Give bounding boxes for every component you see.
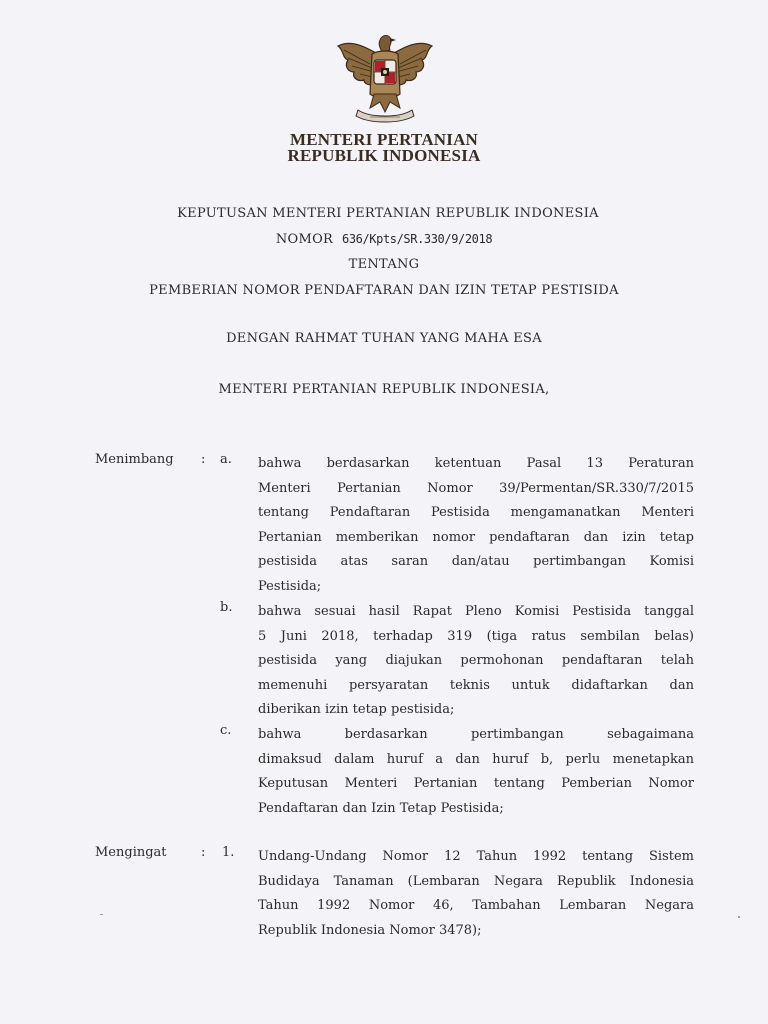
text-line: bahwa berdasarkan ketentuan Pasal 13 Peraturan xyxy=(258,456,694,471)
text-line: diberikan izin tetap pestisida; xyxy=(258,702,455,718)
garuda-emblem-icon xyxy=(330,28,440,126)
text-line: 5 Juni 2018, terhadap 319 (tiga ratus sembilan belas) xyxy=(258,628,694,644)
text-line: Menteri Pertanian Nomor 39/Permentan/SR.330/7/2015 xyxy=(258,480,694,496)
scan-speck xyxy=(100,914,103,915)
letterhead-line-2: REPUBLIK INDONESIA xyxy=(287,146,481,165)
decree-authority: MENTERI PERTANIAN REPUBLIK INDONESIA, xyxy=(218,382,550,397)
text-line: Tahun 1992 Nomor 46, Tambahan Lembaran Negara xyxy=(258,898,694,914)
number-value: 636/Kpts/SR.330/9/2018 xyxy=(342,232,493,246)
menimbang-marker-b: b. xyxy=(220,600,233,615)
menimbang-marker-c: c. xyxy=(220,723,232,738)
decree-subject: PEMBERIAN NOMOR PENDAFTARAN DAN IZIN TETAP PESTISIDA xyxy=(149,283,619,298)
text-line: memenuhi persyaratan teknis untuk didaftarkan dan xyxy=(258,677,694,693)
text-line: Pendaftaran dan Izin Tetap Pestisida; xyxy=(258,800,504,816)
text-line: bahwa berdasarkan pertimbangan sebagaimana xyxy=(258,727,694,742)
text-line: Pertanian memberikan nomor pendaftaran dan izin tetap xyxy=(258,529,694,545)
text-line: dimaksud dalam huruf a dan huruf b, perlu menetapkan xyxy=(258,751,694,767)
mengingat-marker-1: 1. xyxy=(222,845,235,860)
text-line: pestisida atas saran dan/atau pertimbangan Komisi xyxy=(258,554,694,570)
number-label: NOMOR xyxy=(275,232,334,247)
text-line: Pestisida; xyxy=(258,578,322,594)
menimbang-colon: : xyxy=(201,452,206,467)
mengingat-item-1 xyxy=(258,845,694,943)
text-line: Keputusan Menteri Pertanian tentang Pemberian Nomor xyxy=(258,776,694,792)
mengingat-label: Mengingat xyxy=(95,845,167,860)
text-line: Republik Indonesia Nomor 3478); xyxy=(258,922,482,938)
text-line: bahwa sesuai hasil Rapat Pleno Komisi Pestisida tanggal xyxy=(258,604,694,619)
text-line: pestisida yang diajukan permohonan pendaftaran telah xyxy=(258,653,694,669)
decree-about: TENTANG xyxy=(348,257,420,272)
text-line: Budidaya Tanaman (Lembaran Negara Republik Indonesia xyxy=(258,873,694,889)
menimbang-marker-a: a. xyxy=(220,452,232,467)
letterhead-line-1: MENTERI PERTANIAN xyxy=(289,130,479,149)
decree-title: KEPUTUSAN MENTERI PERTANIAN REPUBLIK INDONESIA xyxy=(177,206,599,221)
menimbang-item-a xyxy=(258,452,694,600)
text-line: Undang-Undang Nomor 12 Tahun 1992 tentang Sistem xyxy=(258,849,694,864)
mengingat-colon: : xyxy=(201,845,206,860)
decree-blessing: DENGAN RAHMAT TUHAN YANG MAHA ESA xyxy=(226,331,542,346)
menimbang-item-c xyxy=(258,723,694,821)
decree-number xyxy=(0,232,768,247)
menimbang-item-b xyxy=(258,600,694,723)
scan-speck xyxy=(738,916,740,918)
text-line: tentang Pendaftaran Pestisida mengamanatkan Menteri xyxy=(258,505,694,521)
menimbang-label: Menimbang xyxy=(95,452,174,467)
